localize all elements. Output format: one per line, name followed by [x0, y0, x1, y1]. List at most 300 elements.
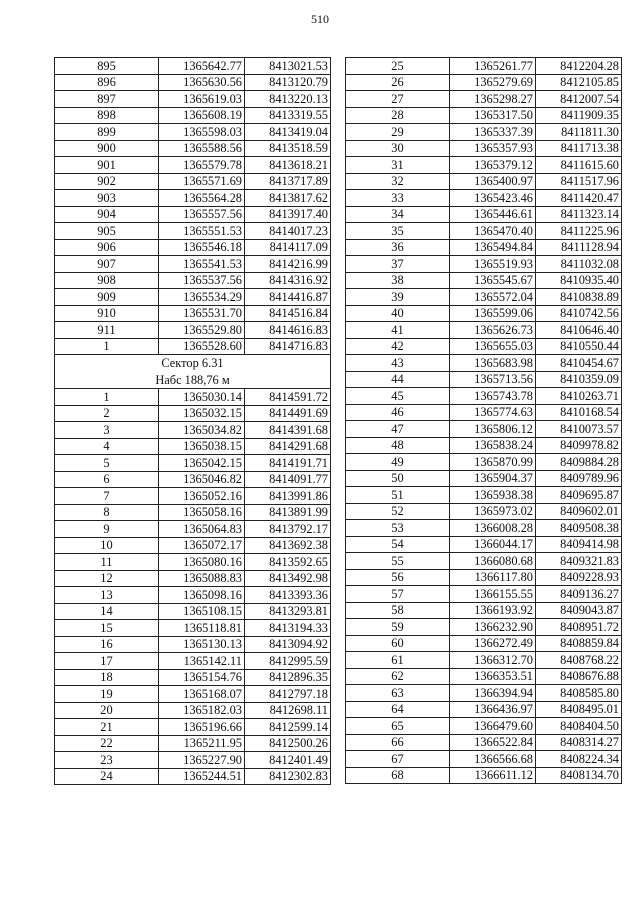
- coordinates-table-left: [54, 57, 331, 785]
- coord-x: 1365774.63: [450, 404, 536, 421]
- table-row: [55, 587, 331, 604]
- point-number: 33: [346, 190, 450, 207]
- table-row: [346, 701, 622, 718]
- point-number: 59: [346, 619, 450, 636]
- point-number: 1: [55, 389, 159, 406]
- coord-x: 1366566.68: [450, 751, 536, 768]
- coord-y: 8413120.79: [245, 74, 331, 91]
- table-row: [55, 455, 331, 472]
- table-row: [346, 124, 622, 141]
- table-row: [55, 256, 331, 273]
- coord-x: 1366155.55: [450, 586, 536, 603]
- coord-x: 1365494.84: [450, 239, 536, 256]
- table-row: [346, 751, 622, 768]
- coordinates-table-right: [345, 57, 622, 784]
- coord-x: 1365052.16: [159, 488, 245, 505]
- point-number: 20: [55, 702, 159, 719]
- point-number: 67: [346, 751, 450, 768]
- coord-x: 1365551.53: [159, 223, 245, 240]
- table-row: [55, 124, 331, 141]
- coord-x: 1366117.80: [450, 569, 536, 586]
- point-number: 900: [55, 140, 159, 157]
- coord-y: 8413717.89: [245, 173, 331, 190]
- table-row: [55, 289, 331, 306]
- coord-y: 8414291.68: [245, 438, 331, 455]
- coord-x: 1366522.84: [450, 734, 536, 751]
- coord-y: 8412995.59: [245, 653, 331, 670]
- point-number: 904: [55, 206, 159, 223]
- point-number: 31: [346, 157, 450, 174]
- table-row: [55, 537, 331, 554]
- table-row: [346, 157, 622, 174]
- table-row: [346, 74, 622, 91]
- coord-x: 1365904.37: [450, 470, 536, 487]
- coord-x: 1365182.03: [159, 702, 245, 719]
- coord-y: 8413094.92: [245, 636, 331, 653]
- table-row: [346, 569, 622, 586]
- point-number: 898: [55, 107, 159, 124]
- point-number: 15: [55, 620, 159, 637]
- table-row: [55, 669, 331, 686]
- coord-y: 8411909.35: [536, 107, 622, 124]
- coord-x: 1365423.46: [450, 190, 536, 207]
- table-row: [55, 422, 331, 439]
- point-number: 55: [346, 553, 450, 570]
- table-row: [346, 91, 622, 108]
- coord-y: 8410454.67: [536, 355, 622, 372]
- coord-y: 8408951.72: [536, 619, 622, 636]
- coord-y: 8414616.83: [245, 322, 331, 339]
- point-number: 62: [346, 668, 450, 685]
- coord-y: 8411225.96: [536, 223, 622, 240]
- table-row: [55, 190, 331, 207]
- point-number: 39: [346, 289, 450, 306]
- table-row: [346, 734, 622, 751]
- table-row: [55, 636, 331, 653]
- coord-x: 1365529.80: [159, 322, 245, 339]
- coord-y: 8410550.44: [536, 338, 622, 355]
- coord-y: 8409695.87: [536, 487, 622, 504]
- coord-x: 1365058.16: [159, 504, 245, 521]
- coord-y: 8411128.94: [536, 239, 622, 256]
- table-row: [346, 272, 622, 289]
- page-number: 510: [311, 12, 329, 26]
- coord-y: 8409228.93: [536, 569, 622, 586]
- coord-y: 8413319.55: [245, 107, 331, 124]
- coord-x: 1365196.66: [159, 719, 245, 736]
- coord-x: 1365655.03: [450, 338, 536, 355]
- coord-y: 8413393.36: [245, 587, 331, 604]
- point-number: 6: [55, 471, 159, 488]
- coord-y: 8408314.27: [536, 734, 622, 751]
- coord-y: 8412896.35: [245, 669, 331, 686]
- table-row: [346, 173, 622, 190]
- coord-x: 1365588.56: [159, 140, 245, 157]
- coord-x: 1366312.70: [450, 652, 536, 669]
- table-row: [55, 570, 331, 587]
- coord-x: 1366272.49: [450, 635, 536, 652]
- coord-x: 1365030.14: [159, 389, 245, 406]
- coord-x: 1365227.90: [159, 752, 245, 769]
- table-row: [55, 74, 331, 91]
- coord-x: 1365130.13: [159, 636, 245, 653]
- table-row: [346, 470, 622, 487]
- table-row: [346, 239, 622, 256]
- coord-y: 8412007.54: [536, 91, 622, 108]
- coord-y: 8414017.23: [245, 223, 331, 240]
- coord-x: 1365541.53: [159, 256, 245, 273]
- point-number: 48: [346, 437, 450, 454]
- section-title-row: [55, 355, 331, 372]
- point-number: 34: [346, 206, 450, 223]
- coord-y: 8409508.38: [536, 520, 622, 537]
- coord-y: 8409978.82: [536, 437, 622, 454]
- point-number: 906: [55, 239, 159, 256]
- coord-y: 8408676.88: [536, 668, 622, 685]
- point-number: 19: [55, 686, 159, 703]
- point-number: 899: [55, 124, 159, 141]
- coord-x: 1365806.12: [450, 421, 536, 438]
- coord-y: 8411811.30: [536, 124, 622, 141]
- point-number: 9: [55, 521, 159, 538]
- coord-x: 1365034.82: [159, 422, 245, 439]
- point-number: 896: [55, 74, 159, 91]
- coord-x: 1365838.24: [450, 437, 536, 454]
- table-row: [346, 58, 622, 75]
- point-number: 21: [55, 719, 159, 736]
- coord-x: 1366044.17: [450, 536, 536, 553]
- table-row: [346, 685, 622, 702]
- coord-x: 1365973.02: [450, 503, 536, 520]
- table-row: [55, 686, 331, 703]
- table-row: [55, 504, 331, 521]
- coord-x: 1365072.17: [159, 537, 245, 554]
- coord-x: 1366353.51: [450, 668, 536, 685]
- point-number: 64: [346, 701, 450, 718]
- coord-x: 1365571.69: [159, 173, 245, 190]
- coord-y: 8413792.17: [245, 521, 331, 538]
- coord-x: 1365579.78: [159, 157, 245, 174]
- table-row: [346, 338, 622, 355]
- coord-y: 8414091.77: [245, 471, 331, 488]
- point-number: 7: [55, 488, 159, 505]
- point-number: 12: [55, 570, 159, 587]
- table-row: [55, 206, 331, 223]
- coord-y: 8408404.50: [536, 718, 622, 735]
- point-number: 41: [346, 322, 450, 339]
- point-number: 17: [55, 653, 159, 670]
- coord-y: 8412401.49: [245, 752, 331, 769]
- coord-y: 8409789.96: [536, 470, 622, 487]
- coord-x: 1365608.19: [159, 107, 245, 124]
- coord-y: 8410073.57: [536, 421, 622, 438]
- coord-y: 8411420.47: [536, 190, 622, 207]
- coord-x: 1365298.27: [450, 91, 536, 108]
- coord-x: 1365713.56: [450, 371, 536, 388]
- table-row: [346, 635, 622, 652]
- coord-y: 8410168.54: [536, 404, 622, 421]
- table-row: [346, 371, 622, 388]
- coord-x: 1365064.83: [159, 521, 245, 538]
- coord-y: 8413917.40: [245, 206, 331, 223]
- point-number: 26: [346, 74, 450, 91]
- coord-y: 8410646.40: [536, 322, 622, 339]
- table-row: [346, 619, 622, 636]
- coord-y: 8413991.86: [245, 488, 331, 505]
- point-number: 45: [346, 388, 450, 405]
- coord-y: 8410263.71: [536, 388, 622, 405]
- coord-y: 8409414.98: [536, 536, 622, 553]
- coord-x: 1365470.40: [450, 223, 536, 240]
- point-number: 56: [346, 569, 450, 586]
- table-row: [346, 140, 622, 157]
- coord-x: 1366436.97: [450, 701, 536, 718]
- table-row: [346, 223, 622, 240]
- coord-y: 8410935.40: [536, 272, 622, 289]
- coord-y: 8412797.18: [245, 686, 331, 703]
- table-row: [55, 272, 331, 289]
- coord-x: 1365042.15: [159, 455, 245, 472]
- coord-y: 8413618.21: [245, 157, 331, 174]
- point-number: 65: [346, 718, 450, 735]
- point-number: 58: [346, 602, 450, 619]
- coord-x: 1365154.76: [159, 669, 245, 686]
- point-number: 2: [55, 405, 159, 422]
- table-row: [55, 735, 331, 752]
- point-number: 27: [346, 91, 450, 108]
- coord-y: 8411323.14: [536, 206, 622, 223]
- coord-x: 1365211.95: [159, 735, 245, 752]
- point-number: 905: [55, 223, 159, 240]
- coord-x: 1365557.56: [159, 206, 245, 223]
- table-row: [55, 107, 331, 124]
- table-row: [346, 437, 622, 454]
- coord-y: 8410838.89: [536, 289, 622, 306]
- coord-y: 8414391.68: [245, 422, 331, 439]
- coord-x: 1365545.67: [450, 272, 536, 289]
- coord-y: 8413891.99: [245, 504, 331, 521]
- table-row: [346, 256, 622, 273]
- coord-x: 1365642.77: [159, 58, 245, 75]
- coord-y: 8414117.09: [245, 239, 331, 256]
- point-number: 44: [346, 371, 450, 388]
- coord-x: 1365519.93: [450, 256, 536, 273]
- coord-y: 8408134.70: [536, 767, 622, 784]
- point-number: 902: [55, 173, 159, 190]
- coord-x: 1366193.92: [450, 602, 536, 619]
- table-row: [55, 173, 331, 190]
- coord-y: 8414491.69: [245, 405, 331, 422]
- coord-x: 1365108.15: [159, 603, 245, 620]
- coord-y: 8412599.14: [245, 719, 331, 736]
- coord-y: 8413220.13: [245, 91, 331, 108]
- coord-y: 8413021.53: [245, 58, 331, 75]
- point-number: 29: [346, 124, 450, 141]
- point-number: 895: [55, 58, 159, 75]
- coord-y: 8409602.01: [536, 503, 622, 520]
- point-number: 897: [55, 91, 159, 108]
- coord-x: 1365531.70: [159, 305, 245, 322]
- coord-x: 1366232.90: [450, 619, 536, 636]
- coord-y: 8413817.62: [245, 190, 331, 207]
- table-row: [55, 554, 331, 571]
- table-row: [55, 58, 331, 75]
- coord-x: 1365088.83: [159, 570, 245, 587]
- section-title: Сектор 6.31: [55, 355, 331, 372]
- coord-y: 8413592.65: [245, 554, 331, 571]
- point-number: 5: [55, 455, 159, 472]
- point-number: 38: [346, 272, 450, 289]
- coord-x: 1365446.61: [450, 206, 536, 223]
- point-number: 16: [55, 636, 159, 653]
- coord-x: 1365032.15: [159, 405, 245, 422]
- table-row: [346, 767, 622, 784]
- point-number: 22: [55, 735, 159, 752]
- table-row: [55, 239, 331, 256]
- point-number: 52: [346, 503, 450, 520]
- coord-x: 1365626.73: [450, 322, 536, 339]
- point-number: 30: [346, 140, 450, 157]
- coord-x: 1365400.97: [450, 173, 536, 190]
- section-subtitle: Набс 188,76 м: [55, 372, 331, 389]
- coord-x: 1365599.06: [450, 305, 536, 322]
- coord-y: 8413518.59: [245, 140, 331, 157]
- coord-y: 8414216.99: [245, 256, 331, 273]
- table-row: [55, 140, 331, 157]
- table-row: [346, 652, 622, 669]
- coord-y: 8409884.28: [536, 454, 622, 471]
- coord-x: 1365564.28: [159, 190, 245, 207]
- point-number: 11: [55, 554, 159, 571]
- point-number: 18: [55, 669, 159, 686]
- coord-x: 1365938.38: [450, 487, 536, 504]
- table-row: [346, 107, 622, 124]
- coord-y: 8408224.34: [536, 751, 622, 768]
- coord-y: 8413692.38: [245, 537, 331, 554]
- coord-y: 8412204.28: [536, 58, 622, 75]
- table-row: [55, 603, 331, 620]
- table-row: [346, 668, 622, 685]
- table-row: [55, 702, 331, 719]
- coord-y: 8413419.04: [245, 124, 331, 141]
- table-row: [55, 471, 331, 488]
- point-number: 23: [55, 752, 159, 769]
- coord-y: 8408768.22: [536, 652, 622, 669]
- table-row: [346, 454, 622, 471]
- table-row: [55, 338, 331, 355]
- coord-x: 1365546.18: [159, 239, 245, 256]
- point-number: 53: [346, 520, 450, 537]
- point-number: 28: [346, 107, 450, 124]
- table-row: [346, 190, 622, 207]
- coord-x: 1365528.60: [159, 338, 245, 355]
- coord-y: 8414716.83: [245, 338, 331, 355]
- coord-y: 8414591.72: [245, 389, 331, 406]
- coord-x: 1365743.78: [450, 388, 536, 405]
- table-row: [346, 322, 622, 339]
- point-number: 13: [55, 587, 159, 604]
- point-number: 901: [55, 157, 159, 174]
- coord-y: 8408585.80: [536, 685, 622, 702]
- coord-x: 1366080.68: [450, 553, 536, 570]
- point-number: 908: [55, 272, 159, 289]
- point-number: 57: [346, 586, 450, 603]
- table-row: [346, 289, 622, 306]
- table-row: [346, 602, 622, 619]
- coord-x: 1365619.03: [159, 91, 245, 108]
- point-number: 50: [346, 470, 450, 487]
- coord-y: 8414191.71: [245, 455, 331, 472]
- section-subtitle-row: [55, 372, 331, 389]
- table-row: [55, 157, 331, 174]
- point-number: 42: [346, 338, 450, 355]
- point-number: 40: [346, 305, 450, 322]
- point-number: 63: [346, 685, 450, 702]
- point-number: 61: [346, 652, 450, 669]
- table-row: [55, 768, 331, 785]
- table-row: [346, 487, 622, 504]
- coord-x: 1366394.94: [450, 685, 536, 702]
- coord-x: 1365046.82: [159, 471, 245, 488]
- point-number: 66: [346, 734, 450, 751]
- point-number: 51: [346, 487, 450, 504]
- point-number: 10: [55, 537, 159, 554]
- point-number: 4: [55, 438, 159, 455]
- coord-y: 8410742.56: [536, 305, 622, 322]
- coord-x: 1365261.77: [450, 58, 536, 75]
- coord-x: 1365598.03: [159, 124, 245, 141]
- coord-x: 1365279.69: [450, 74, 536, 91]
- table-row: [55, 405, 331, 422]
- point-number: 8: [55, 504, 159, 521]
- coord-y: 8413492.98: [245, 570, 331, 587]
- point-number: 35: [346, 223, 450, 240]
- coord-y: 8411032.08: [536, 256, 622, 273]
- point-number: 909: [55, 289, 159, 306]
- table-row: [55, 620, 331, 637]
- point-number: 911: [55, 322, 159, 339]
- coord-x: 1365244.51: [159, 768, 245, 785]
- table-row: [55, 653, 331, 670]
- point-number: 3: [55, 422, 159, 439]
- coord-y: 8413293.81: [245, 603, 331, 620]
- table-row: [346, 388, 622, 405]
- table-row: [346, 404, 622, 421]
- table-row: [55, 389, 331, 406]
- coord-y: 8413194.33: [245, 620, 331, 637]
- coord-y: 8411615.60: [536, 157, 622, 174]
- coord-x: 1365357.93: [450, 140, 536, 157]
- coord-y: 8414516.84: [245, 305, 331, 322]
- table-row: [346, 206, 622, 223]
- table-row: [346, 718, 622, 735]
- coord-y: 8408495.01: [536, 701, 622, 718]
- coord-x: 1365142.11: [159, 653, 245, 670]
- coord-y: 8412105.85: [536, 74, 622, 91]
- coord-x: 1365038.15: [159, 438, 245, 455]
- coord-x: 1366479.60: [450, 718, 536, 735]
- table-row: [346, 355, 622, 372]
- coord-y: 8410359.09: [536, 371, 622, 388]
- coord-y: 8412698.11: [245, 702, 331, 719]
- point-number: 24: [55, 768, 159, 785]
- coord-x: 1365080.16: [159, 554, 245, 571]
- point-number: 910: [55, 305, 159, 322]
- table-row: [346, 586, 622, 603]
- table-row: [55, 752, 331, 769]
- table-row: [346, 520, 622, 537]
- point-number: 36: [346, 239, 450, 256]
